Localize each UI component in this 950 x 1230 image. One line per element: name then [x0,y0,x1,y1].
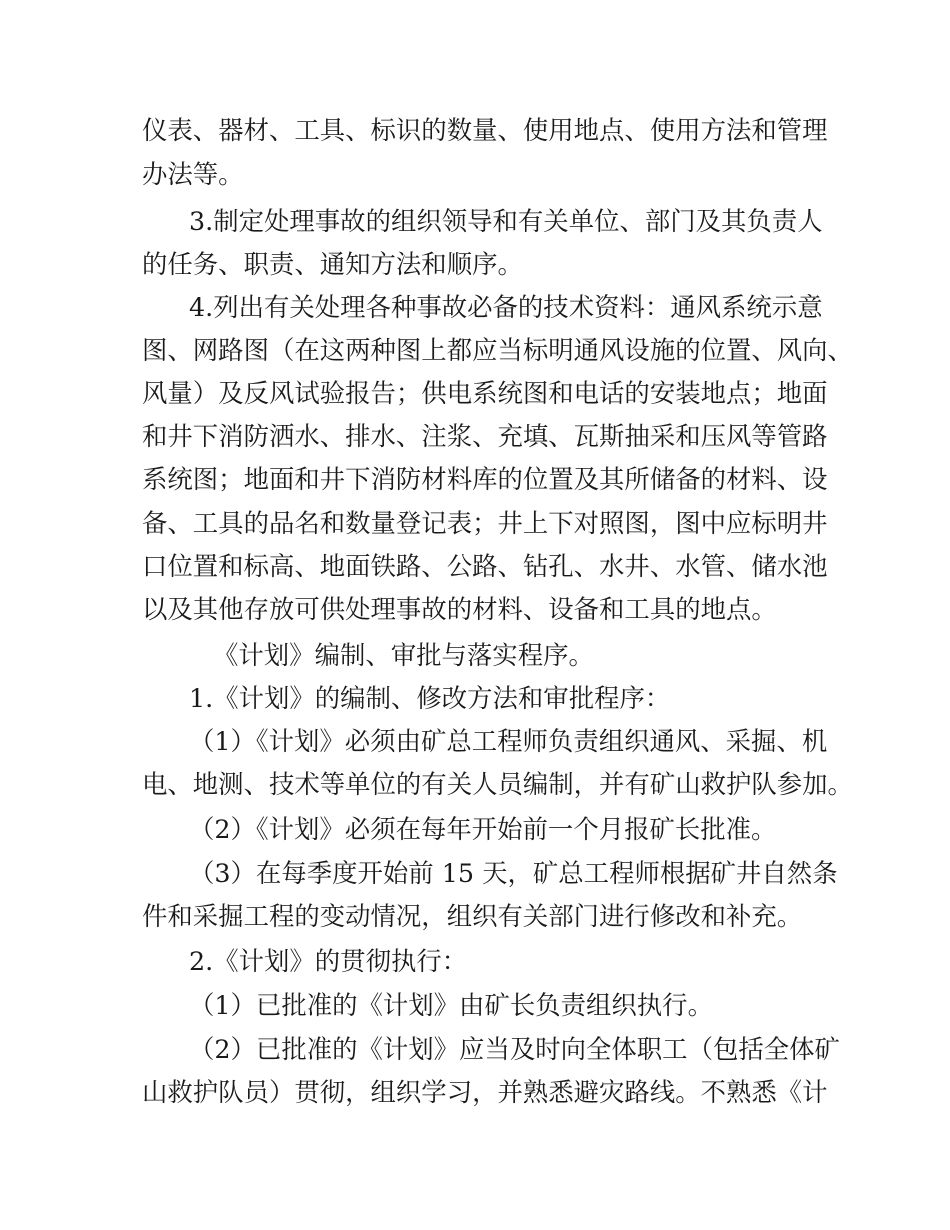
text-line: 2.《计划》的贯彻执行： [189,946,468,976]
text-line: 仪表、器材、工具、标识的数量、使用地点、使用方法和管理 [142,115,828,145]
text-line: 件和采掘工程的变动情况，组织有关部门进行修改和补充。 [142,901,803,931]
text-line: 电、地测、技术等单位的有关人员编制，并有矿山救护队参加。 [142,769,853,799]
text-line: 口位置和标高、地面铁路、公路、钻孔、水井、水管、储水池 [142,551,828,581]
text-line: 图、网路图（在这两种图上都应当标明通风设施的位置、风向、 [142,335,853,365]
text-line: （1）已批准的《计划》由矿长负责组织执行。 [189,990,713,1020]
text-line: （2）《计划》必须在每年开始前一个月报矿长批准。 [189,814,777,844]
text-line: 风量）及反风试验报告；供电系统图和电话的安装地点；地面 [142,378,828,408]
text-line: （1）《计划》必须由矿总工程师负责组织通风、采掘、机 [189,726,828,756]
text-line: 以及其他存放可供处理事故的材料、设备和工具的地点。 [142,594,777,624]
text-line: 系统图；地面和井下消防材料库的位置及其所储备的材料、设 [142,464,828,494]
text-line: 1.《计划》的编制、修改方法和审批程序： [189,683,671,713]
text-line: 办法等。 [142,159,244,189]
text-line: 4.列出有关处理各种事故必备的技术资料：通风系统示意 [189,292,823,322]
text-line: 备、工具的品名和数量登记表；井上下对照图，图中应标明井 [142,508,828,538]
text-line: 的任务、职责、通知方法和顺序。 [142,249,523,279]
text-line: 和井下消防洒水、排水、注浆、充填、瓦斯抽采和压风等管路 [142,421,828,451]
section-heading: 《计划》编制、审批与落实程序。 [213,640,594,670]
text-line: 山救护队员）贯彻，组织学习，并熟悉避灾路线。不熟悉《计 [142,1077,828,1107]
text-line: 3.制定处理事故的组织领导和有关单位、部门及其负责人 [189,206,823,236]
text-line: （2）已批准的《计划》应当及时向全体职工（包括全体矿 [189,1034,840,1064]
text-line: （3）在每季度开始前 15 天，矿总工程师根据矿井自然条 [189,858,838,888]
